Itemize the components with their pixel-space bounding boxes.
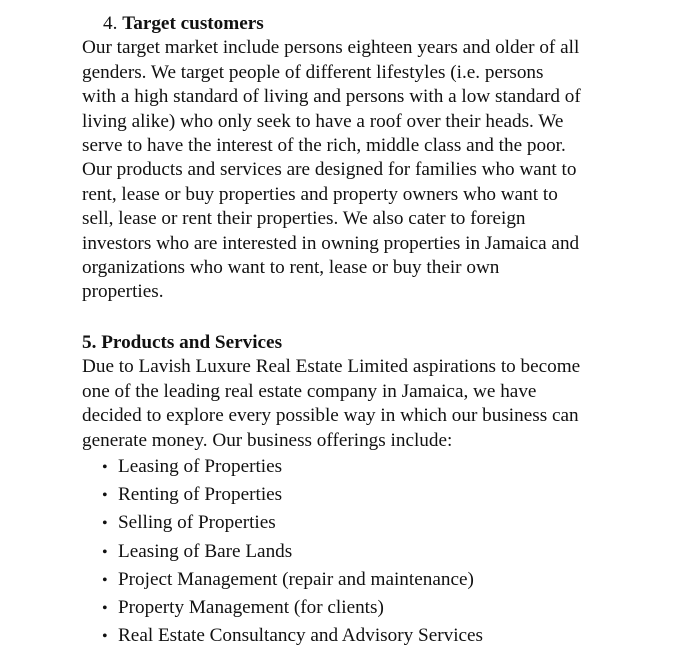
- list-item: [102, 538, 642, 566]
- document-body: [82, 12, 642, 650]
- section-4-paragraph: [82, 36, 642, 304]
- bullet-icon: •: [102, 599, 108, 617]
- section-5-heading: [82, 331, 642, 355]
- section-4-title: Target customers: [122, 13, 264, 34]
- paragraph-line: genders. We target people of different lifestyles (i.e. persons: [82, 61, 544, 83]
- list-item: [102, 509, 642, 537]
- bullet-icon: •: [102, 543, 108, 561]
- paragraph-line: Due to Lavish Luxure Real Estate Limited aspirations to become: [82, 356, 581, 378]
- section-5-title: Products and Services: [101, 331, 283, 353]
- offering-label: Renting of Properties: [118, 484, 283, 506]
- paragraph-line: properties.: [82, 281, 164, 303]
- offering-label: Selling of Properties: [118, 512, 276, 534]
- list-item: [102, 481, 642, 509]
- section-4-number: 4.: [103, 13, 118, 34]
- paragraph-line: sell, lease or rent their properties. We also cater to foreign: [82, 208, 526, 230]
- section-5-paragraph: [82, 355, 642, 453]
- bullet-icon: •: [102, 487, 108, 505]
- bullet-icon: •: [102, 571, 108, 589]
- paragraph-line: living alike) who only seek to have a roof over their heads. We: [82, 110, 564, 132]
- offering-label: Leasing of Bare Lands: [118, 540, 293, 562]
- list-item: [102, 566, 642, 594]
- bullet-icon: •: [102, 458, 108, 476]
- bullet-icon: •: [102, 515, 108, 533]
- list-item: [102, 594, 642, 622]
- paragraph-line: investors who are interested in owning properties in Jamaica and: [82, 232, 580, 254]
- paragraph-line: Our products and services are designed for families who want to: [82, 159, 577, 181]
- section-5-number: 5.: [82, 331, 97, 353]
- offering-label: Leasing of Properties: [118, 455, 283, 477]
- paragraph-line: organizations who want to rent, lease or buy their own: [82, 257, 500, 279]
- paragraph-line: generate money. Our business offerings include:: [82, 429, 453, 451]
- offering-label: Property Management (for clients): [118, 596, 384, 618]
- paragraph-line: rent, lease or buy properties and property owners who want to: [82, 183, 558, 205]
- bullet-icon: •: [102, 628, 108, 646]
- list-item: [102, 622, 642, 650]
- offerings-list: [82, 453, 642, 650]
- section-spacer: [82, 305, 642, 331]
- paragraph-line: Our target market include persons eighteen years and older of all: [82, 37, 580, 59]
- paragraph-line: one of the leading real estate company in Jamaica, we have: [82, 380, 537, 402]
- section-4-heading: [82, 12, 642, 36]
- offering-label: Project Management (repair and maintenance): [118, 568, 474, 590]
- offering-label: Real Estate Consultancy and Advisory Services: [118, 625, 484, 647]
- list-item: [102, 453, 642, 481]
- paragraph-line: decided to explore every possible way in which our business can: [82, 405, 579, 427]
- paragraph-line: serve to have the interest of the rich, middle class and the poor.: [82, 135, 566, 157]
- paragraph-line: with a high standard of living and persons with a low standard of: [82, 86, 581, 108]
